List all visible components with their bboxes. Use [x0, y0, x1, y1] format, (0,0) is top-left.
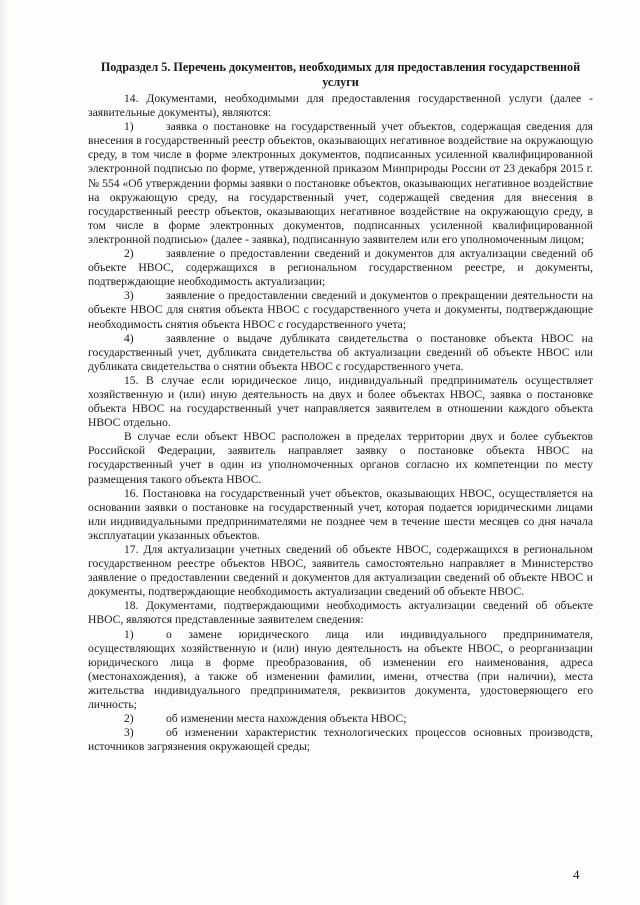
list-item [88, 289, 593, 331]
list-item-text: заявление о предоставлении сведений и документов о прекращении деятельности на объекте НВОС для снятия объекта НВОС с государственного учета и документы, подтверждающие необходимость снятия объекта НВОС с государственного учета; [88, 289, 593, 331]
list-item-number: 1) [124, 627, 134, 641]
list-item-text: заявка о постановке на государственный учет объектов, содержащая сведения для внесения в государственный реестр объектов, оказывающих негативное воздействие на окружающую среду, в том числе в форме электронных документов, подписанных усиленной квалифицированной электронной подписью по форме, утвержденной приказом Минприроды России от 23 декабря 2015 г. № 554 «Об утверждении формы заявки о постановке объектов, оказывающих негативное воздействие на окружающую среду, на государственный учет, содержащей сведения для внесения в государственный реестр объектов, оказывающих негативное воздействие на окружающую среду, в том числе в форме электронных документов, подписанных усиленной квалифицированной электронной подписью» (далее - заявка), подписанную заявителем или его уполномоченным лицом; [88, 120, 593, 246]
page-number: 4 [573, 867, 580, 882]
list-item-number: 3) [124, 289, 134, 303]
paragraph-16: 16. Постановка на государственный учет объектов, оказывающих НВОС, осуществляется на основании заявки о постановке на государственный учет, которая подается юридическими лицами или индивидуальными предпринимателями не позднее чем в течение шести месяцев со дня начала эксплуатации указанных объектов. [88, 486, 593, 542]
paragraph-18: 18. Документами, подтверждающими необходимость актуализации сведений об объекте НВОС, являются представленные заявителем сведения: [88, 599, 593, 627]
list-item [88, 332, 593, 374]
list-item [88, 120, 593, 247]
list-item-number: 1) [124, 120, 134, 134]
list-item-text: об изменении места нахождения объекта НВОС; [166, 712, 407, 726]
list-item-text: об изменении характеристик технологических процессов основных производств, источников загрязнения окружающей среды; [88, 726, 593, 754]
paragraph-15: 15. В случае если юридическое лицо, индивидуальный предприниматель осуществляет хозяйственную и (или) иную деятельность на двух и более объектах НВОС, заявка о постановке объекта НВОС на государственный учет направляется заявителем в отношении каждого объекта НВОС отдельно. [88, 373, 593, 430]
document-body [88, 60, 593, 754]
list-item-text: о замене юридического лица или индивидуального предпринимателя, осуществляющих хозяйственную и (или) иную деятельность на объекте НВОС, о реорганизации юридического лица в форме преобразования, об изменении его наименования, адреса (местонахождения), а также об изменении фамилии, имени, отчества (при наличии), места жительства индивидуального предпринимателя, реквизитов документа, удостоверяющего его личность; [88, 627, 593, 712]
list-item-number: 2) [124, 247, 134, 261]
paragraph-15-continued: В случае если объект НВОС расположен в пределах территории двух и более субъектов Российской Федерации, заявитель направляет заявку о постановке объекта НВОС на государственный учет в один из уполномоченных органов согласно их компетенции по месту размещения такого объекта НВОС. [88, 430, 593, 486]
list-item-text: заявление о предоставлении сведений и документов для актуализации сведений об объекте НВОС, содержащихся в региональном государственном реестре, и документы, подтверждающие необходимость актуализации; [88, 247, 593, 289]
scan-edge-shadow [0, 0, 8, 905]
section-heading: Подраздел 5. Перечень документов, необходимых для предоставления государственной услуги [100, 60, 581, 89]
list-item [88, 628, 593, 713]
list-item-number: 2) [124, 712, 134, 726]
list-item [88, 247, 593, 289]
list-item-number: 4) [124, 331, 134, 345]
paragraph-14: 14. Документами, необходимыми для предоставления государственной услуги (далее - заявительные документы), являются: [88, 92, 593, 120]
paragraph-17: 17. Для актуализации учетных сведений об объекте НВОС, содержащихся в региональном государственном реестре объектов НВОС, заявитель самостоятельно направляет в Министерство заявление о предоставлении сведений и документов для актуализации сведений об объекте НВОС и документы, подтверждающие необходимость актуализации сведений об объекте НВОС. [88, 543, 593, 599]
list-item-text: заявление о выдаче дубликата свидетельства о постановке объекта НВОС на государственный учет, дубликата свидетельства об актуализации сведений об объекте НВОС или дубликата свидетельства о снятии объекта НВОС с государственного учета. [88, 331, 593, 373]
list-item [88, 712, 593, 726]
list-item-number: 3) [124, 726, 134, 740]
list-item [88, 726, 593, 754]
